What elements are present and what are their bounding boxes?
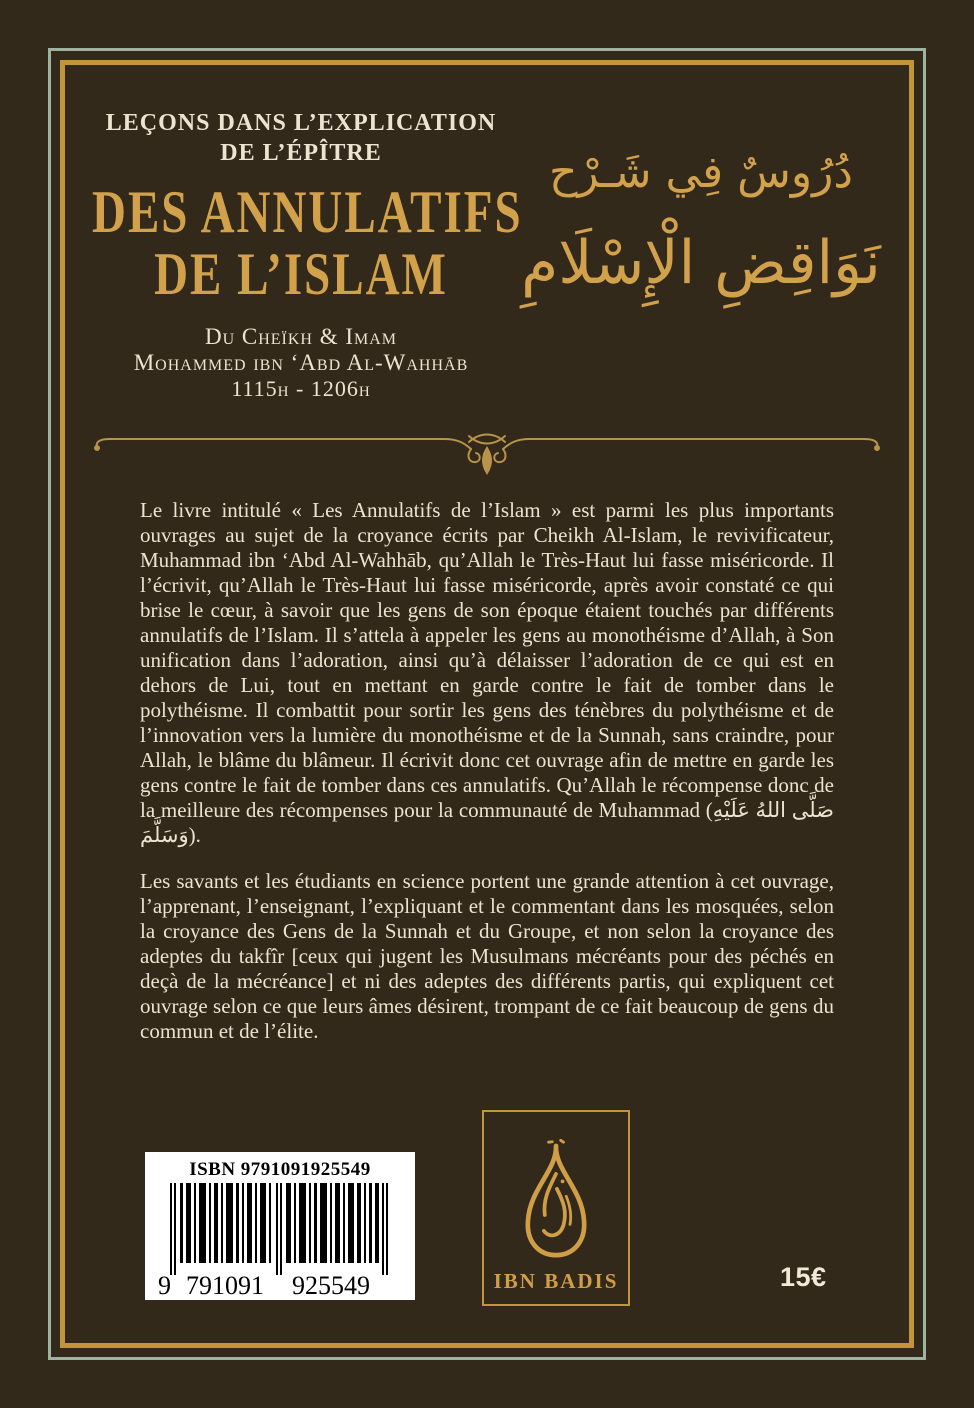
isbn-digit-group-1: 9 <box>158 1271 171 1297</box>
description-block <box>140 498 834 1065</box>
ornamental-divider-icon <box>92 430 882 478</box>
author-name: Mohammed ibn ‘Abd Al-Wahhāb <box>133 350 469 375</box>
isbn-label: ISBN 9791091925549 <box>189 1159 371 1180</box>
arabic-title-line-1: دُرُوسٌ فِي شَـرْح <box>549 147 853 198</box>
author-dates: 1115h - 1206h <box>231 376 371 401</box>
publisher-name: IBN BADIS <box>493 1269 619 1293</box>
author-intro: Du Cheïkh & Imam <box>204 324 398 349</box>
subtitle-line-1: LEÇONS DANS L’EXPLICATION <box>105 110 497 136</box>
publisher-logo-icon <box>514 1137 598 1265</box>
description-paragraph-1: Le livre intitulé « Les Annulatifs de l’Islam » est parmi les plus importants ouvrages au sujet de la croyance écrits par Cheikh Al-Islam, le revivificateur, Muhammad ibn ‘Abd Al-Wahhāb, qu’Allah le Très-Haut lui fasse miséricorde. Il l’écrivit, qu’Allah le Très-Haut lui fasse miséricorde, après avoir constaté ce qui brise le cœur, à savoir que les gens de son époque étaient touchés par différents annulatifs de l’Islam. Il s’attela à appeler les gens au monothéisme d’Allah, à Son unification dans l’adoration, ainsi qu’à délaisser l’adoration de ce qui est en dehors de Lui, tout en mettant en garde contre le fait de tomber dans le polythéisme. Il combattit pour sortir les gens des ténèbres du polythéisme et de l’innovation vers la lumière du monothéisme et de la Sunnah, sans craindre, pour Allah, le blâme du blâmeur. Il écrivit donc cet ouvrage afin de mettre en garde les gens contre le fait de tomber dans ces annulatifs. Qu’Allah le récompense donc de la meilleure des récompenses pour la communauté de Muhammad (صَلَّى اللهُ عَلَيْهِ وَسَلَّمَ). <box>140 498 835 847</box>
price-label: 15€ <box>780 1262 827 1292</box>
barcode-block <box>145 1152 415 1300</box>
subtitle-line-2: DE L’ÉPÎTRE <box>220 140 382 166</box>
main-title-line-1-text: DES ANNULATIFS <box>92 179 523 247</box>
publisher-logo <box>482 1110 630 1306</box>
main-title-line-2-text: DE L’ISLAM <box>154 241 448 309</box>
main-title-line-2 <box>92 241 510 309</box>
barcode-icon <box>158 1183 402 1297</box>
french-title-block <box>92 108 523 401</box>
arabic-title-line-2: نَوَاقِضِ الْإِسْلَامِ <box>521 228 881 298</box>
arabic-title-block <box>512 138 890 318</box>
isbn-digit-group-2: 791091 <box>186 1271 264 1297</box>
description-paragraph-2: Les savants et les étudiants en science portent une grande attention à cet ouvrage, l’apprenant, l’enseignant, l’expliquant et le commentant dans les mosquées, selon la croyance des Gens de la Sunnah et du Groupe, et non selon la croyance des adeptes du takfîr [ceux qui jugent les Musulmans mécréants pour des péchés en deçà de la mécréance] et ni des adeptes des différents partis, qui expliquent cet ouvrage selon ce que leurs âmes désirent, trompant de ce fait beaucoup de gens du commun et de l’élite. <box>140 869 834 1043</box>
isbn-digit-group-3: 925549 <box>292 1271 370 1297</box>
